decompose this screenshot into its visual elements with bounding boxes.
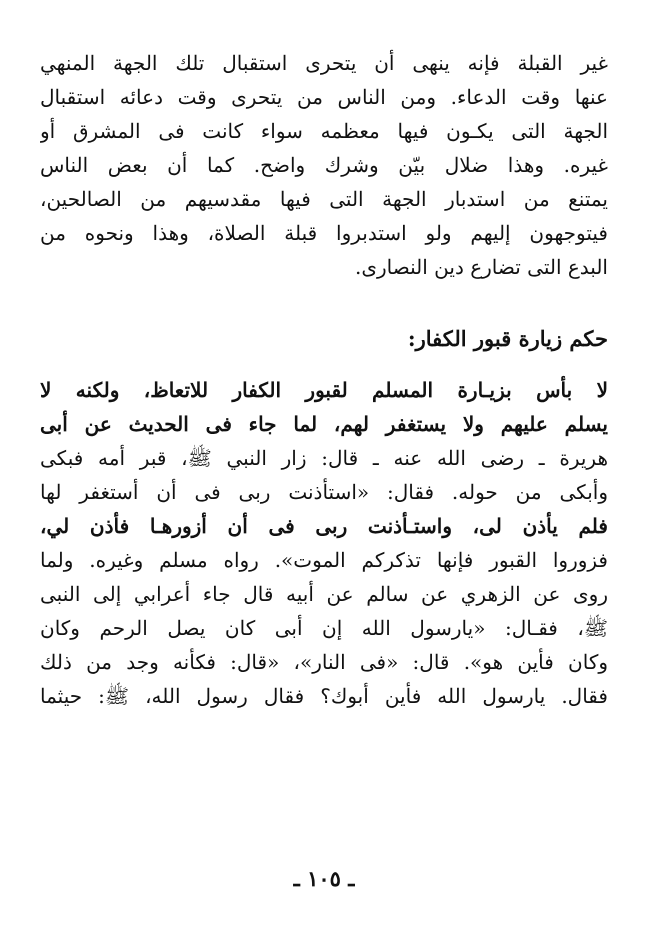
text-line: فلم يأذن لى، واستـأذنت ربى فى أن أزورهـا فأذن لي، xyxy=(40,514,608,539)
text-line: يسلم عليهم ولا يستغفر لهم، لما جاء فى الحديث عن أبى xyxy=(40,412,608,437)
text-line: فقال. يارسول الله فأين أبوك؟ فقال رسول الله، ﷺ: حيثما xyxy=(40,684,608,709)
text-line: هريرة ـ رضى الله عنه ـ قال: زار النبي ﷺ، قبر أمه فبكى xyxy=(40,446,608,471)
text-line: البدع التى تضارع دين النصارى. xyxy=(355,255,608,279)
text-line: روى عن الزهري عن سالم عن أبيه قال جاء أعرابي إلى النبى xyxy=(40,582,608,607)
text-line: فزوروا القبور فإنها تذكركم الموت». رواه مسلم وغيره. ولما xyxy=(40,548,608,573)
section-heading: حكم زيارة قبور الكفار: xyxy=(407,326,608,351)
text-line: لا بأس بزيـارة المسلم لقبور الكفار للاتعاظ، ولكنه لا xyxy=(40,378,608,403)
text-line: ﷺ، فقـال: «يارسول الله إن أبى كان يصل الرحم وكان xyxy=(40,616,608,641)
paragraph-2 xyxy=(40,373,608,713)
text-line: الجهة التى يكـون فيها معظمه سواء كانت فى المشرق أو xyxy=(40,119,608,143)
paragraph-1 xyxy=(40,46,608,284)
text-line: فيتوجهون إليهم ولو استدبروا قبلة الصلاة، وهذا ونحوه من xyxy=(40,221,608,245)
text-line: وأبكى من حوله. فقال: «استأذنت ربى فى أن أستغفر لها xyxy=(40,480,608,505)
text-line: غير القبلة فإنه ينهى أن يتحرى استقبال تلك الجهة المنهي xyxy=(40,51,608,75)
text-line: عنها وقت الدعاء. ومن الناس من يتحرى وقت دعائه استقبال xyxy=(40,85,608,109)
text-line: يمتنع من استدبار الجهة التى فيها مقدسيهم من الصالحين، xyxy=(40,187,608,211)
page-text xyxy=(40,46,608,713)
text-line: وكان فأين هو». قال: «فى النار»، «قال: فكأنه وجد من ذلك xyxy=(40,650,608,675)
text-line: غيره. وهذا ضلال بيّن وشرك واضح. كما أن بعض الناس xyxy=(40,153,608,177)
page-number: ـ ١٠٥ ـ xyxy=(293,866,355,891)
